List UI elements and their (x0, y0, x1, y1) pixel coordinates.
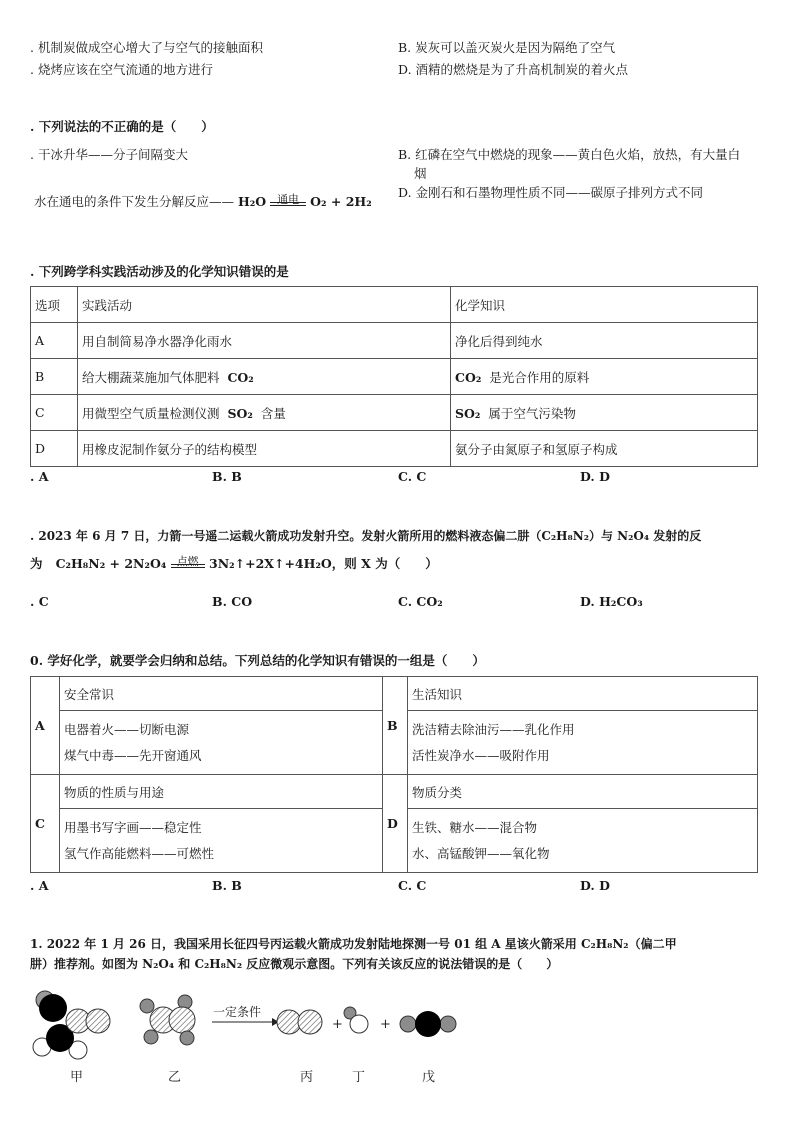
q8-answer-d: D. D (580, 469, 610, 484)
q10-table (30, 676, 758, 873)
table-row (31, 431, 758, 467)
q9-answer-d: D. H₂CO₃ (580, 594, 643, 609)
prev-option-b: B. 炭灰可以盖灭炭火是因为隔绝了空气 (398, 40, 616, 55)
q10-option-b: B (383, 677, 408, 775)
q7-option-c (34, 192, 372, 210)
prev-option-a: . 机制炭做成空心增大了与空气的接触面积 (30, 40, 263, 55)
q10-answer-a: . A (30, 878, 49, 893)
q7-option-a: . 干冰升华——分子间隔变大 (30, 147, 188, 162)
q8-knowledge-formula: CO₂ (455, 369, 482, 385)
q7-equation-condition: 通电 (277, 193, 300, 206)
q8-table-header (31, 287, 758, 323)
prev-option-c: . 烧烤应该在空气流通的地方进行 (30, 62, 213, 77)
q11-stem-line1: 1. 2022 年 1 月 26 日，我国采用长征四号丙运载火箭成功发射陆地探测一号 01 组 A 星该火箭采用 C₂H₈N₂（偏二甲 (30, 937, 677, 951)
label-ding: 丁 (352, 1070, 366, 1085)
q7-option-c-text: 水在通电的条件下发生分解反应—— (34, 194, 235, 209)
q8-answer-c: C. C (398, 469, 427, 484)
q9-equation-lhs: C₂H₈N₂ + 2N₂O₄ (55, 556, 167, 571)
q7-equation-rhs: O₂ + 2H₂ (310, 194, 372, 209)
q8-activity-tail: 含量 (260, 405, 286, 421)
q9-equation-rhs: 3N₂↑+2X↑+4H₂O，则 X 为（ ） (209, 556, 438, 571)
q10-group-a-items (60, 711, 383, 775)
q8-row-option: A (31, 323, 78, 359)
plus-sign: + (332, 1017, 343, 1032)
q8-knowledge-formula: SO₂ (455, 405, 481, 421)
q8-row-option: C (31, 395, 78, 431)
q9-equation-condition: 点燃 (176, 555, 199, 568)
molecule-ding (344, 1007, 368, 1033)
q10-answer-b: B. B (212, 878, 242, 893)
q10-group-d-items (408, 809, 758, 873)
q11-reaction-diagram (0, 980, 794, 1090)
table-row (31, 323, 758, 359)
list-item: 煤气中毒——先开窗通风 (64, 747, 202, 763)
q8-knowledge-text: 是光合作用的原料 (489, 369, 590, 385)
q8-stem: . 下列跨学科实践活动涉及的化学知识错误的是 (30, 264, 289, 279)
arrow-condition-label: 一定条件 (213, 1005, 262, 1019)
q10-group-c-title: 物质的性质与用途 (60, 775, 383, 809)
q8-answer-a: . A (30, 469, 49, 484)
q8-table (30, 286, 758, 467)
molecule-wu (400, 1011, 456, 1037)
prev-option-d: D. 酒精的燃烧是为了升高机制炭的着火点 (398, 62, 629, 77)
molecule-bing (277, 1010, 322, 1034)
table-row (31, 359, 758, 395)
q8-header-knowledge: 化学知识 (451, 287, 758, 323)
q10-group-b-title: 生活知识 (408, 677, 758, 711)
q8-row-knowledge (451, 395, 758, 431)
molecule-jia (33, 991, 110, 1059)
label-wu: 戊 (422, 1070, 436, 1085)
table-row (31, 677, 758, 711)
q8-knowledge-text: 属于空气污染物 (488, 405, 576, 421)
q8-row-knowledge: 氨分子由氮原子和氢原子构成 (451, 431, 758, 467)
q8-activity-text: 用微型空气质量检测仪测 (82, 405, 220, 421)
label-yi: 乙 (168, 1070, 182, 1085)
q9-answer-b: B. CO (212, 594, 253, 609)
q10-answer-c: C. C (398, 878, 427, 893)
q10-option-a: A (31, 677, 60, 775)
q11-stem-line2: 肼）推荐剂。如图为 N₂O₄ 和 C₂H₈N₂ 反应微观示意图。下列有关该反应的说法错误的是（ ） (30, 957, 559, 971)
table-row (31, 775, 758, 809)
q7-option-b-line1: B. 红磷在空气中燃烧的现象——黄白色火焰，放热，有大量白 (398, 147, 741, 162)
q9-prefix: 为 (30, 556, 43, 571)
q10-group-a-title: 安全常识 (60, 677, 383, 711)
list-item: 水、高锰酸钾——氧化物 (412, 845, 550, 861)
q7-equation-lhs: H₂O (238, 194, 267, 209)
q7-stem: . 下列说法的不正确的是（ ） (30, 119, 214, 134)
q8-header-option: 选项 (31, 287, 78, 323)
list-item: 洗洁精去除油污——乳化作用 (412, 721, 575, 737)
q8-row-activity: 用橡皮泥制作氨分子的结构模型 (78, 431, 451, 467)
q9-stem-line2 (30, 554, 438, 572)
list-item: 生铁、糖水——混合物 (412, 819, 538, 835)
q7-option-d: D. 金刚石和石墨物理性质不同——碳原子排列方式不同 (398, 185, 704, 200)
q10-group-c-items (60, 809, 383, 873)
list-item: 电器着火——切断电源 (64, 721, 190, 737)
q10-stem: 0. 学好化学，就要学会归纳和总结。下列总结的化学知识有错误的一组是（ ） (30, 653, 485, 668)
list-item: 用墨书写字画——稳定性 (64, 819, 202, 835)
q8-row-activity (78, 395, 451, 431)
q8-activity-formula: SO₂ (227, 405, 253, 421)
q8-row-option: D (31, 431, 78, 467)
reaction-arrow (212, 1004, 279, 1026)
label-bing: 丙 (300, 1070, 314, 1085)
q10-group-b-items (408, 711, 758, 775)
plus-sign: + (380, 1017, 391, 1032)
q8-header-activity: 实践活动 (78, 287, 451, 323)
table-row (31, 395, 758, 431)
q9-answer-a: . C (30, 594, 49, 609)
q8-activity-text: 给大棚蔬菜施加气体肥料 (82, 369, 220, 385)
q9-answer-c: C. CO₂ (398, 594, 443, 609)
q8-row-activity (78, 359, 451, 395)
molecule-yi (140, 995, 195, 1045)
list-item: 活性炭净水——吸附作用 (412, 747, 550, 763)
q10-group-d-title: 物质分类 (408, 775, 758, 809)
q8-row-option: B (31, 359, 78, 395)
label-jia: 甲 (70, 1070, 84, 1085)
q10-option-d: D (383, 775, 408, 873)
q8-row-activity: 用自制简易净水器净化雨水 (78, 323, 451, 359)
q8-row-knowledge (451, 359, 758, 395)
list-item: 氢气作高能燃料——可燃性 (64, 845, 215, 861)
q7-option-b-line2: 烟 (414, 166, 427, 181)
q8-row-knowledge: 净化后得到纯水 (451, 323, 758, 359)
q8-activity-formula: CO₂ (227, 369, 254, 385)
q10-option-c: C (31, 775, 60, 873)
q8-answer-b: B. B (212, 469, 242, 484)
q9-stem-line1: . 2023 年 6 月 7 日，力箭一号遥二运载火箭成功发射升空。发射火箭所用的燃料液态偏二肼（C₂H₈N₂）与 N₂O₄ 发射的反 (30, 529, 702, 543)
q10-answer-d: D. D (580, 878, 610, 893)
